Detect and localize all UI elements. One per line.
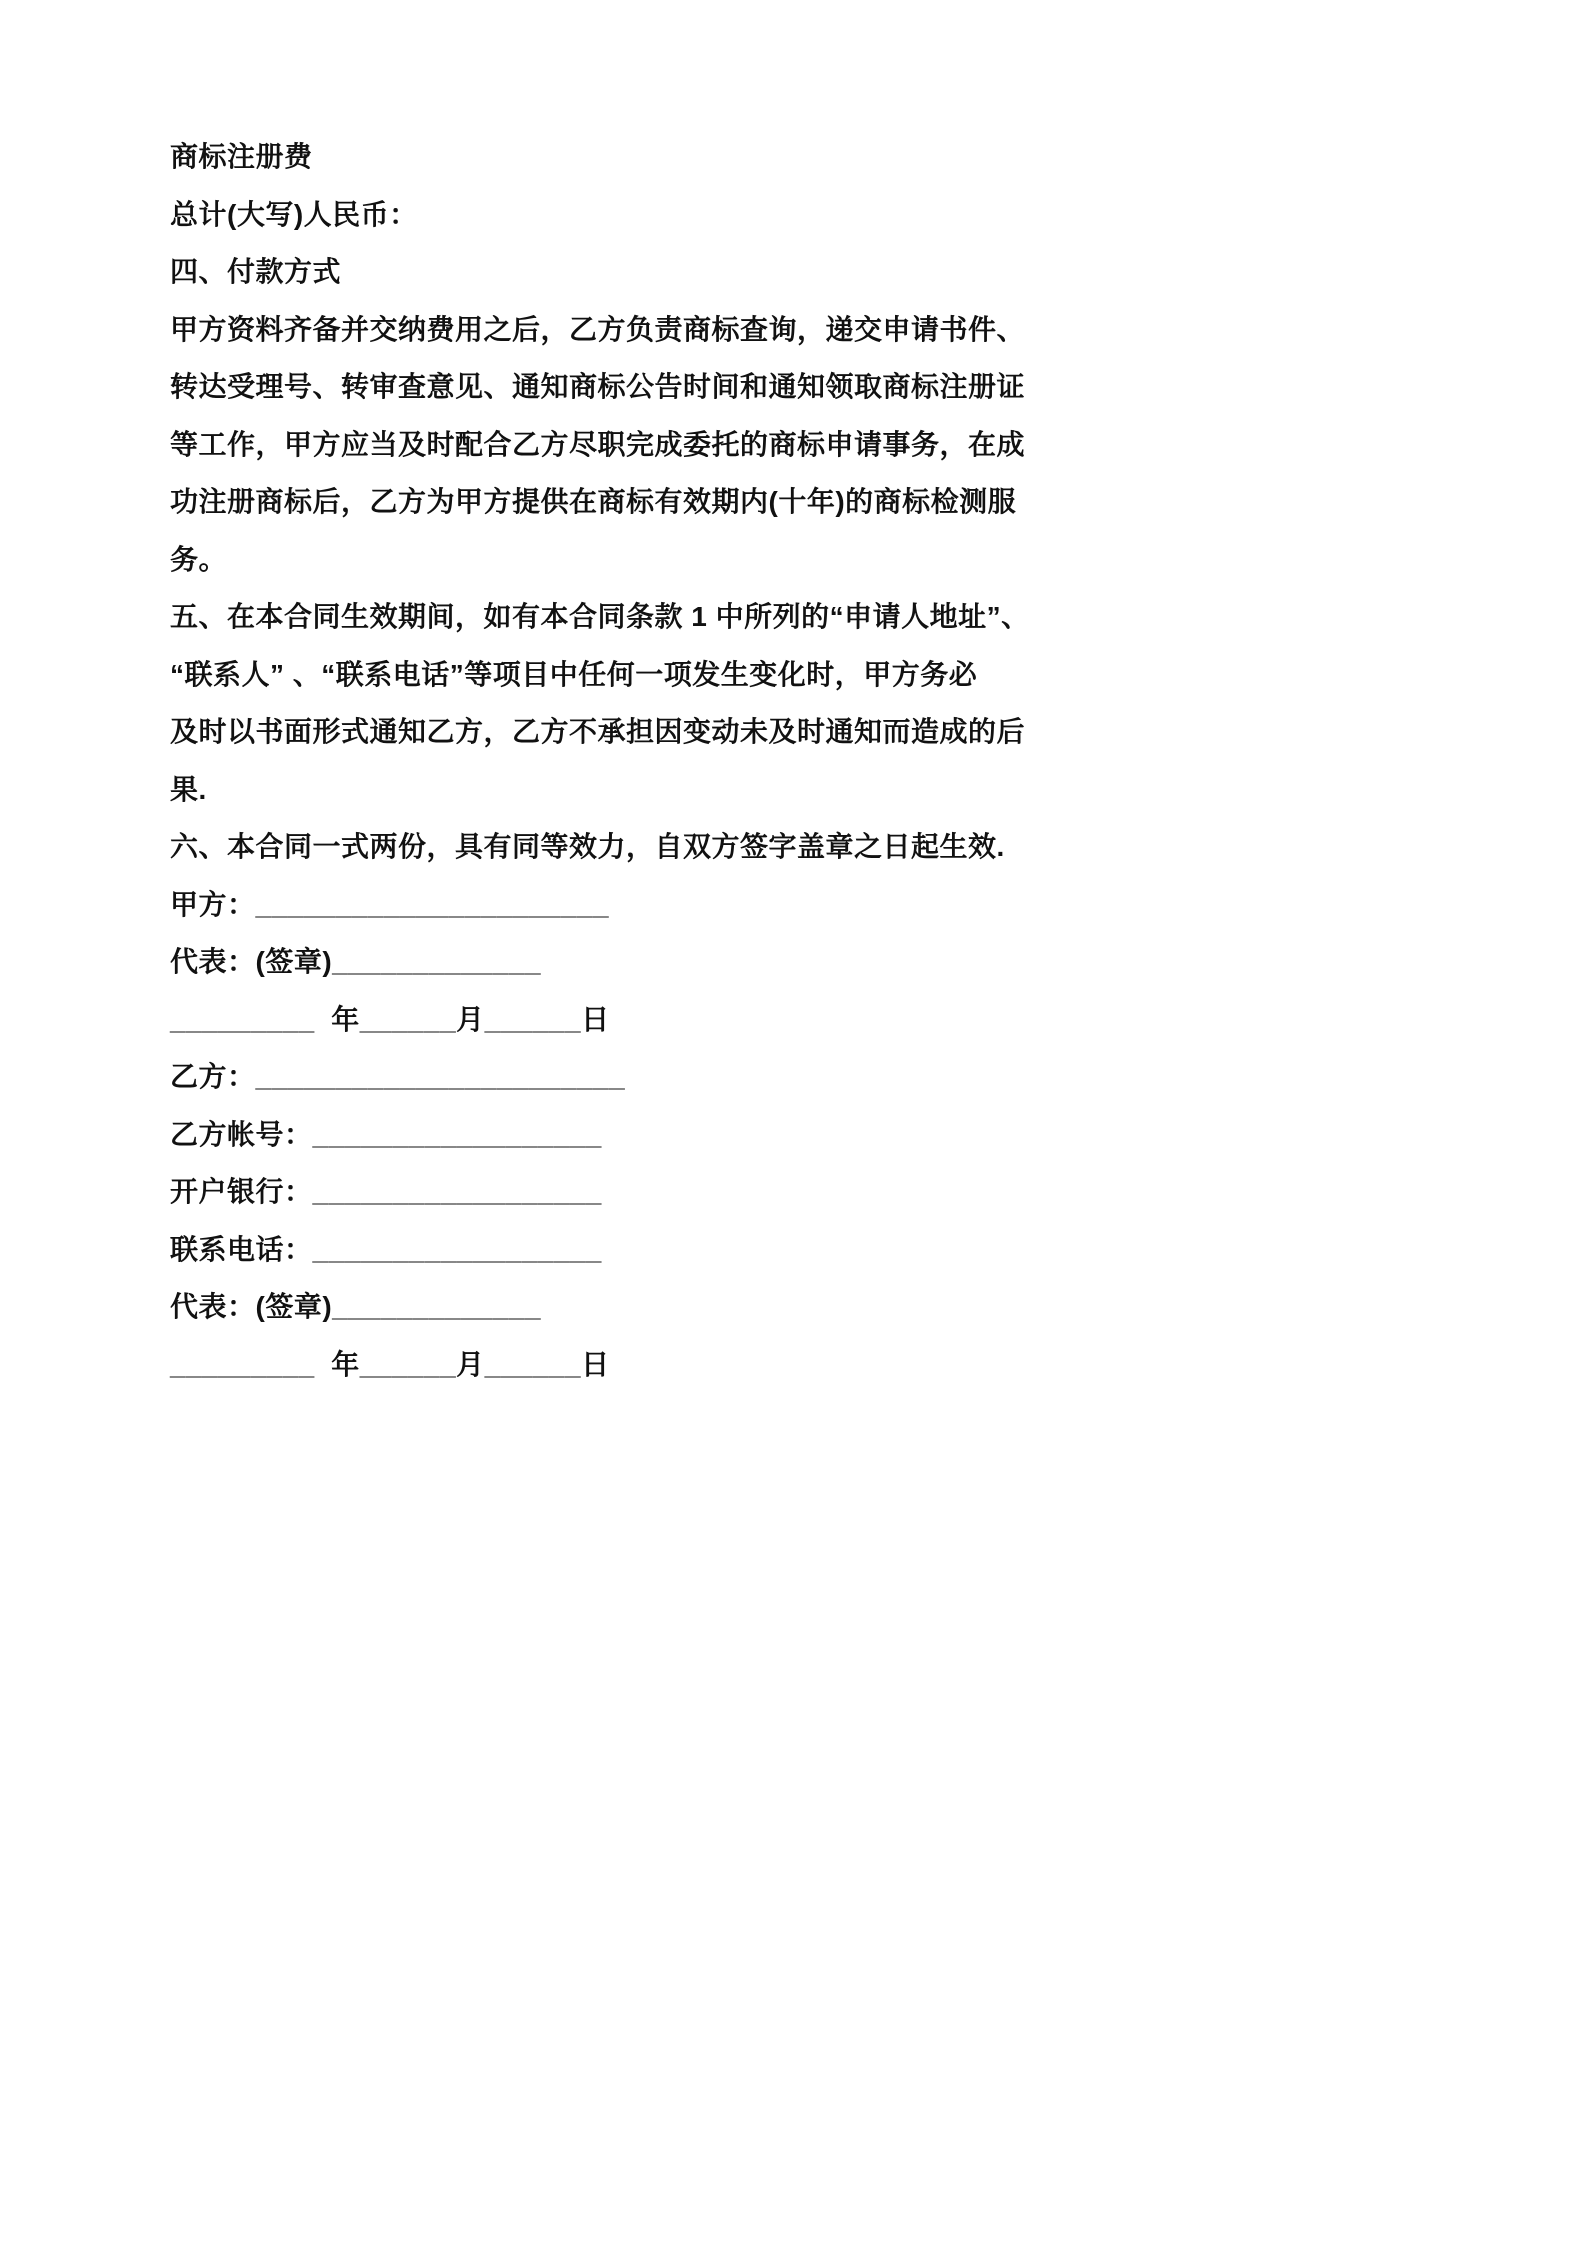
party-a-representative-line: 代表：(签章)_____________ xyxy=(170,946,542,977)
section-4-paragraph-line: 功注册商标后，乙方为甲方提供在商标有效期内(十年)的商标检测服 xyxy=(170,486,1017,517)
section-4-paragraph-line: 务。 xyxy=(170,543,228,575)
party-a-signature-line: 甲方：______________________ xyxy=(170,888,610,920)
section-4-paragraph-line: 转达受理号、转审查意见、通知商标公告时间和通知领取商标注册证 xyxy=(170,371,1026,402)
section-4-heading: 四、付款方式 xyxy=(170,256,342,287)
section-5-paragraph-line: 五、在本合同生效期间，如有本合同条款 1 中所列的“申请人地址”、 xyxy=(170,601,1030,632)
section-4-paragraph-line: 甲方资料齐备并交纳费用之后，乙方负责商标查询，递交申请书件、 xyxy=(170,313,1026,345)
party-b-date-line: _________ 年______月______日 xyxy=(170,1348,610,1380)
doc-title-line: 商标注册费 xyxy=(170,141,313,172)
party-b-account-line: 乙方帐号：__________________ xyxy=(170,1118,602,1150)
total-amount-line: 总计(大写)人民币： xyxy=(170,198,418,230)
party-b-representative-line: 代表：(签章)_____________ xyxy=(170,1291,542,1322)
party-b-phone-line: 联系电话：__________________ xyxy=(170,1233,602,1265)
section-5-paragraph-line: 及时以书面形式通知乙方，乙方不承担因变动未及时通知而造成的后 xyxy=(170,716,1026,747)
section-4-paragraph-line: 等工作，甲方应当及时配合乙方尽职完成委托的商标申请事务，在成 xyxy=(170,428,1026,460)
section-6-paragraph-line: 六、本合同一式两份，具有同等效力，自双方签字盖章之日起生效. xyxy=(170,831,1005,862)
section-5-paragraph-line: 果. xyxy=(170,773,207,805)
document-content xyxy=(170,128,1030,1393)
party-b-bank-line: 开户银行：__________________ xyxy=(170,1176,602,1207)
party-b-signature-line: 乙方：_______________________ xyxy=(170,1061,626,1092)
section-5-paragraph-line: “联系人” 、“联系电话”等项目中任何一项发生变化时，甲方务必 xyxy=(170,658,978,690)
party-a-date-line: _________ 年______月______日 xyxy=(170,1003,610,1035)
